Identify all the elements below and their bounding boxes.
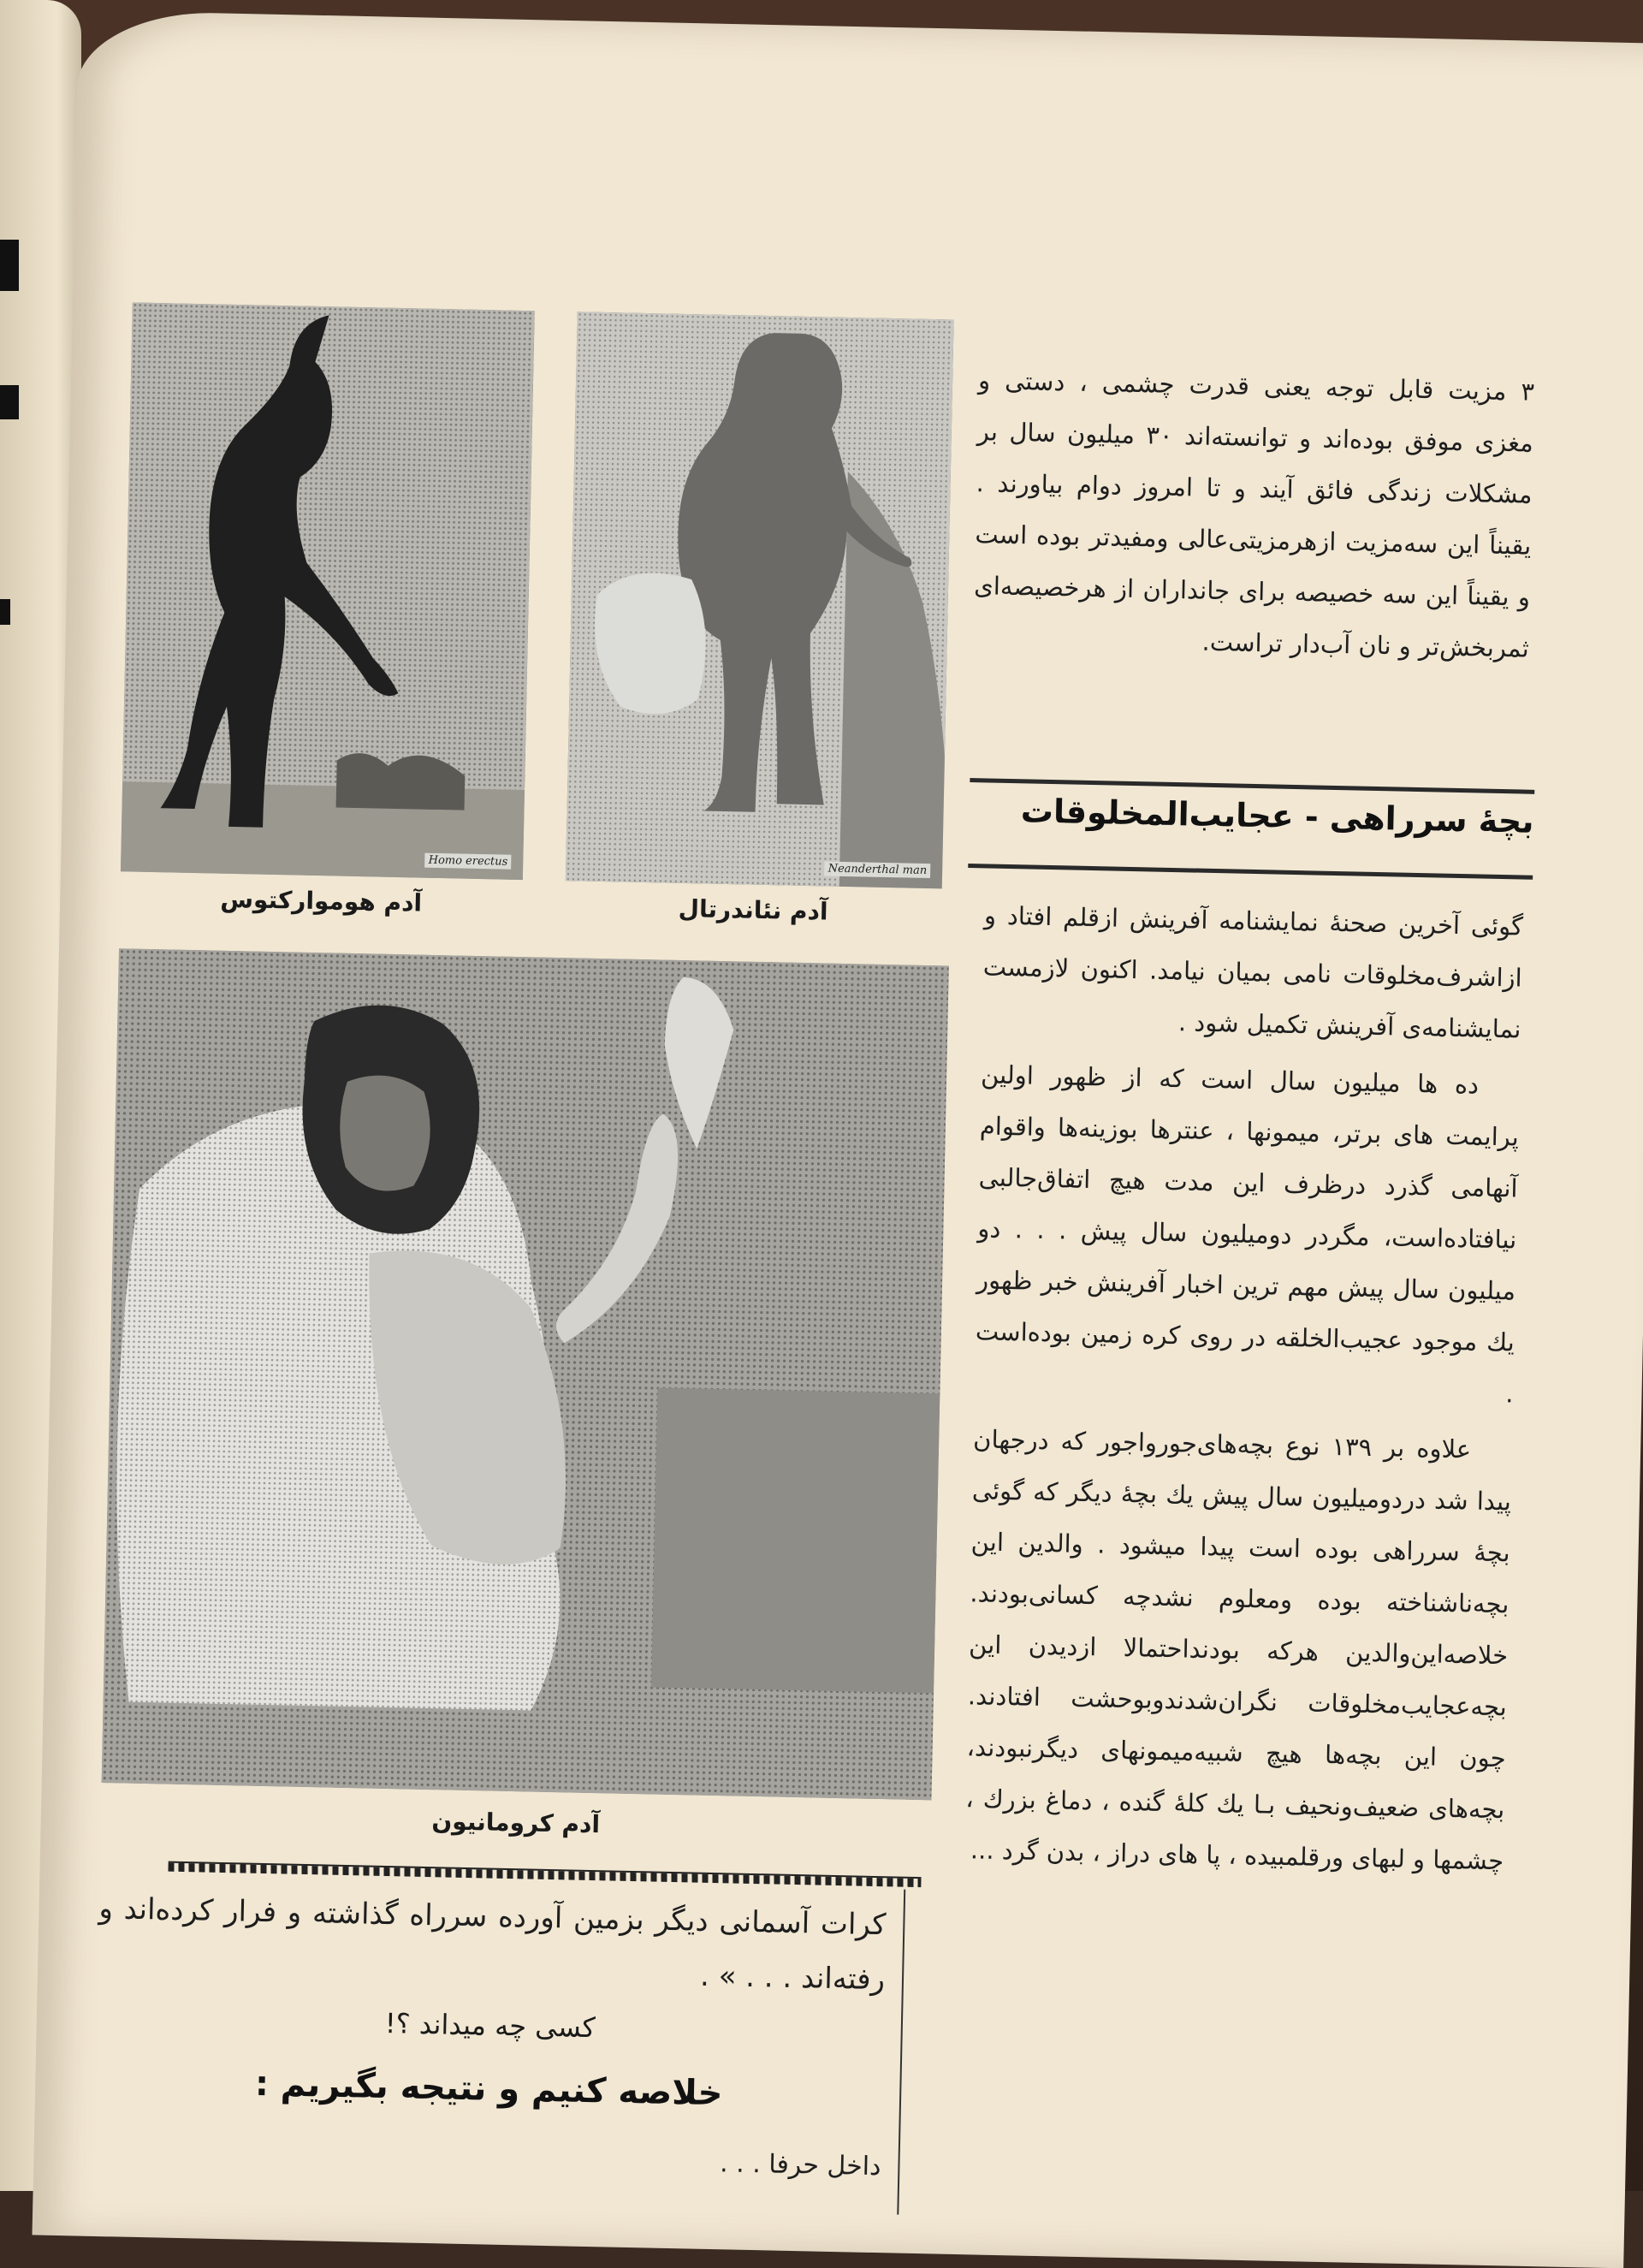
intro-paragraph — [972, 354, 1534, 674]
heading-top-rule — [970, 778, 1534, 794]
wavy-divider — [168, 1861, 921, 1887]
neanderthal-inset-label: Neanderthal man — [824, 861, 930, 878]
body-paragraph: علاوه بر ۱۳۹ نوع بچه‌های‌جوروا‌جور که درجهان پیدا شد دردومیلیون سال پیش یك بچهٔ دیگر که گوئی بچهٔ سرراهی بوده است پیدا میشود . والدین این بچه‌ناشناخته بوده ومعلوم نشدچه کسانی‌بودند. خلاصه‌این‌والدین هرکه بودنداحتمالا ازدیدن این بچه‌عجایب‌مخلوقات نگران‌شدندوبوحشت افتادند. چون این بچه‌ها هیچ شبیه‌میمونهای دیگرنبودند، بچه‌های ضعیف‌ونحیف بـا یك کلهٔ گنده ، دماغ بزرك ، چشمها و لبهای ورقلمبیده ، پا های دراز ، بدن گرد ... — [965, 1424, 1512, 1876]
section-heading: بچهٔ سرراهی - عجایب‌المخلوقات — [1020, 792, 1534, 840]
homo-erectus-inset-label: Homo erectus — [425, 853, 512, 870]
quote-text: کرات آسمانی دیگر بزمین آورده سرراه گذاشته و فرار کرده‌اند و رفته‌اند . . . » . — [98, 1891, 887, 1998]
intro-paragraph-text: ۳ مزیت قابل توجه یعنی قدرت چشمی ، دستی و مغزی موفق بوده‌اند و توانسته‌اند ۳۰ میلیون سال بر مشکلات زندگی فائق آیند و تا امروز دوام بیاورند . یقیناً این سه‌مزیت ازهرمزیتی‌عالی ومفیدتر بوده است و یقیناً این سه خصیصه برای جانداران از هرخصیصه‌ای ثمربخش‌تر و نان آب‌دار تراست. — [973, 365, 1535, 663]
homo-erectus-illustration — [121, 302, 535, 880]
column-divider — [897, 1890, 905, 2215]
neanderthal-illustration — [566, 312, 954, 888]
partial-text: داخل حرفا . . . — [719, 2148, 881, 2182]
summary-heading: خلاصه کنیم و نتیجه بگیریم : — [254, 2063, 723, 2114]
book-page — [33, 10, 1643, 2268]
bottom-left-partial — [93, 2125, 881, 2193]
cro-magnon-illustration — [102, 948, 949, 1800]
left-page-mark — [0, 240, 19, 291]
question-text: کسی چه میداند ؟! — [384, 2007, 596, 2045]
body-paragraph: ده ها میلیون سال است که از ظهور اولین پرایمت های برتر، میمونها ، عنترها بوزینه‌ها واقوام آنهامی گذرد درظرف این مدت هیچ اتفاق‌جالبی نیافتاده‌است، مگردر دومیلیون سال پیش . . . دو میلیون سال پیش مهم ترین اخبار آفرینش خبر ظهور یك موجود عجیب‌الخلقه در روی کره زمین بوده‌است . — [975, 1060, 1520, 1409]
body-column — [964, 889, 1524, 1886]
body-paragraph: گوئی آخرین صحنهٔ نمایشنامه آفرینش ازقلم افتاد و ازاشرف‌مخلوقات نامی بمیان نیامد. اکنون لازمست نمایشنامه‌ی آفرینش تکمیل شود . — [982, 900, 1524, 1044]
neanderthal-caption: آدم نئاندرتال — [678, 894, 828, 926]
bottom-left-quote — [98, 1881, 887, 2007]
left-page-mark — [0, 599, 10, 625]
homo-erectus-caption: آدم هوموارکتوس — [220, 884, 423, 917]
left-page-mark — [0, 385, 19, 419]
heading-bottom-rule — [968, 864, 1533, 880]
cro-magnon-caption: آدم کرومانیون — [431, 1807, 601, 1839]
